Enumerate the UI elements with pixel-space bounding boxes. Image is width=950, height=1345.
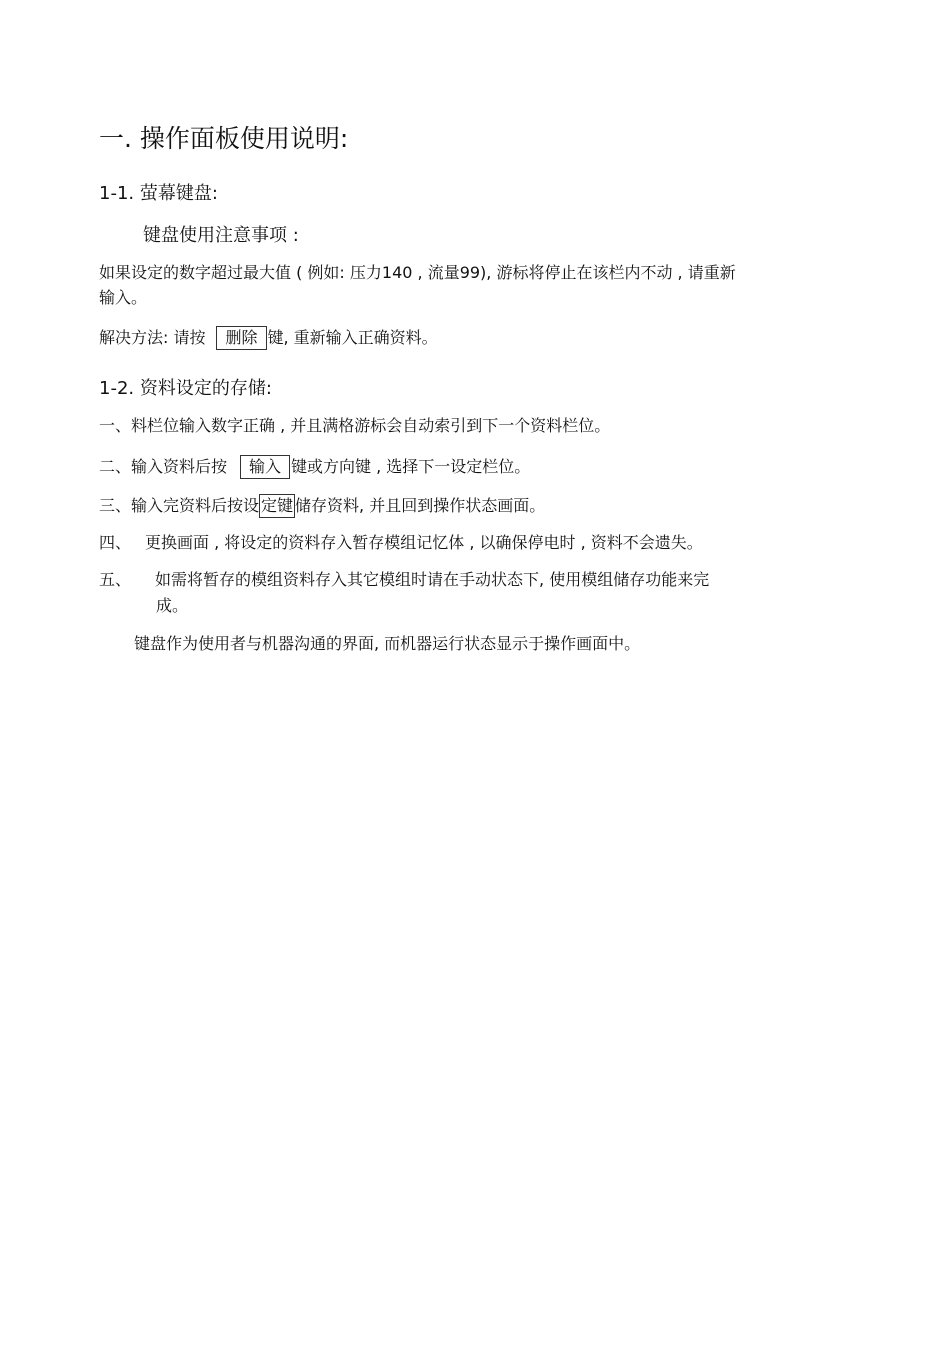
solution-suffix: 键, 重新输入正确资料。 — [267, 328, 438, 347]
set-key: 定键 — [259, 494, 295, 518]
max-value-note-line-1: 如果设定的数字超过最大值 ( 例如: 压力140 , 流量99), 游标将停止在该栏内不动 , 请重新 — [99, 263, 736, 282]
section-1-2-title: 1-2. 资料设定的存储: — [99, 378, 272, 399]
storage-item-3-prefix: 三、输入完资料后按设 — [99, 496, 260, 515]
keyboard-notes-subtitle: 键盘使用注意事项 : — [143, 225, 299, 246]
storage-item-3-suffix: 储存资料, 并且回到操作状态画面。 — [295, 496, 546, 515]
solution-line — [99, 326, 438, 350]
delete-key: 删除 — [216, 326, 266, 350]
storage-item-5-marker: 五、 — [99, 570, 132, 589]
storage-item-2 — [99, 455, 530, 479]
storage-item-4-marker: 四、 — [99, 533, 132, 552]
storage-item-2-suffix: 键或方向键 , 选择下一设定栏位。 — [291, 457, 531, 476]
storage-item-5-text: 如需将暂存的模组资料存入其它模组时请在手动状态下, 使用模组储存功能来完 — [155, 570, 710, 589]
storage-item-5-line-2: 成。 — [156, 596, 189, 615]
storage-item-4-text: 更换画面 , 将设定的资料存入暂存模组记忆体 , 以确保停电时 , 资料不会遗失。 — [145, 533, 703, 552]
enter-key: 输入 — [240, 455, 290, 479]
storage-item-3 — [99, 494, 545, 518]
storage-item-4 — [99, 535, 703, 551]
closing-note: 键盘作为使用者与机器沟通的界面, 而机器运行状态显示于操作画面中。 — [134, 634, 641, 653]
storage-item-1: 一、料栏位输入数字正确 , 并且满格游标会自动索引到下一个资料栏位。 — [99, 416, 611, 435]
solution-prefix: 解决方法: 请按 — [99, 328, 206, 347]
max-value-note-line-2: 输入。 — [99, 288, 148, 307]
page-title: 一. 操作面板使用说明: — [99, 124, 349, 153]
section-1-1-title: 1-1. 萤幕键盘: — [99, 183, 218, 204]
storage-item-2-prefix: 二、输入资料后按 — [99, 457, 228, 476]
storage-item-5-line-1 — [99, 572, 709, 588]
